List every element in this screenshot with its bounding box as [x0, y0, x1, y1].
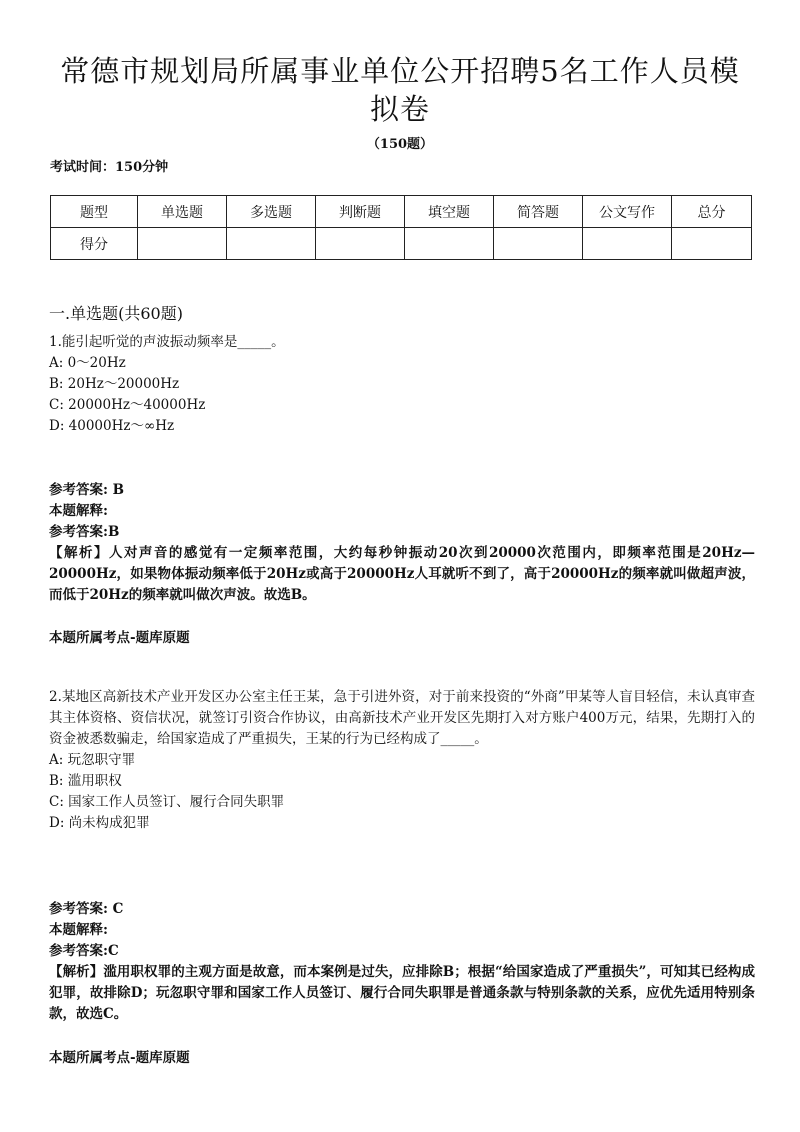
option-a: A: 0～20Hz [49, 355, 126, 371]
score-cell [583, 228, 672, 260]
exam-time: 考试时间：150分钟 [50, 160, 169, 175]
score-cell [405, 228, 494, 260]
score-table-header-row [51, 196, 752, 228]
question-stem: 1.能引起听觉的声波振动频率是_____。 [49, 334, 285, 350]
header-cell: 单选题 [138, 196, 227, 228]
explanation-label: 本题解释: [49, 922, 108, 938]
section-title: 一.单选题(共60题) [49, 304, 183, 323]
score-table-score-row [51, 228, 752, 260]
header-cell: 公文写作 [583, 196, 672, 228]
reference-answer: 参考答案: B [49, 482, 125, 498]
score-row-label: 得分 [51, 228, 138, 260]
header-cell: 总分 [672, 196, 752, 228]
score-cell [494, 228, 583, 260]
question-1-stem-block [49, 332, 755, 437]
document-title: 常德市规划局所属事业单位公开招聘5名工作人员模拟卷 [60, 54, 740, 126]
option-c: C: 国家工作人员签订、履行合同失职罪 [49, 794, 285, 810]
reference-answer-repeat: 参考答案:C [49, 943, 119, 959]
score-cell [227, 228, 316, 260]
explanation-label: 本题解释: [49, 503, 108, 519]
question-1-source: 本题所属考点-题库原题 [49, 630, 190, 646]
question-count: （150题） [366, 137, 434, 152]
header-cell: 填空题 [405, 196, 494, 228]
header-cell: 简答题 [494, 196, 583, 228]
question-1-answer-block [49, 480, 755, 606]
analysis-text: 【解析】滥用职权罪的主观方面是故意，而本案例是过失，应排除B；根据“给国家造成了严重损失”，可知其已经构成犯罪，故排除D；玩忽职守罪和国家工作人员签订、履行合同失职罪是普通条款与特别条款的关系，应优先适用特别条款，故选C。 [49, 964, 755, 1022]
question-stem: 2.某地区高新技术产业开发区办公室主任王某，急于引进外资，对于前来投资的“外商”甲某等人盲目轻信，未认真审查其主体资格、资信状况，就签订引资合作协议，由高新技术产业开发区先期打入对方账户400万元，结果，先期打入的资金被悉数骗走，给国家造成了严重损失，王某的行为已经构成了_____。 [49, 689, 755, 747]
option-c: C: 20000Hz～40000Hz [49, 397, 206, 413]
option-d: D: 尚未构成犯罪 [49, 815, 150, 831]
question-2-source: 本题所属考点-题库原题 [49, 1050, 190, 1066]
option-d: D: 40000Hz～∞Hz [49, 418, 175, 434]
score-cell [672, 228, 752, 260]
question-2-answer-block [49, 899, 755, 1025]
score-cell [316, 228, 405, 260]
analysis-text: 【解析】人对声音的感觉有一定频率范围，大约每秒钟振动20次到20000次范围内，即频率范围是20Hz—20000Hz，如果物体振动频率低于20Hz或高于20000Hz人耳就听不到了，高于20000Hz的频率就叫做超声波，而低于20Hz的频率就叫做次声波。故选B。 [49, 545, 755, 603]
option-b: B: 20Hz～20000Hz [49, 376, 180, 392]
header-cell: 判断题 [316, 196, 405, 228]
score-cell [138, 228, 227, 260]
header-cell: 题型 [51, 196, 138, 228]
question-2-stem-block [49, 687, 755, 834]
option-a: A: 玩忽职守罪 [49, 752, 136, 768]
option-b: B: 滥用职权 [49, 773, 122, 789]
reference-answer-repeat: 参考答案:B [49, 524, 120, 540]
score-table [50, 195, 752, 260]
reference-answer: 参考答案: C [49, 901, 124, 917]
header-cell: 多选题 [227, 196, 316, 228]
